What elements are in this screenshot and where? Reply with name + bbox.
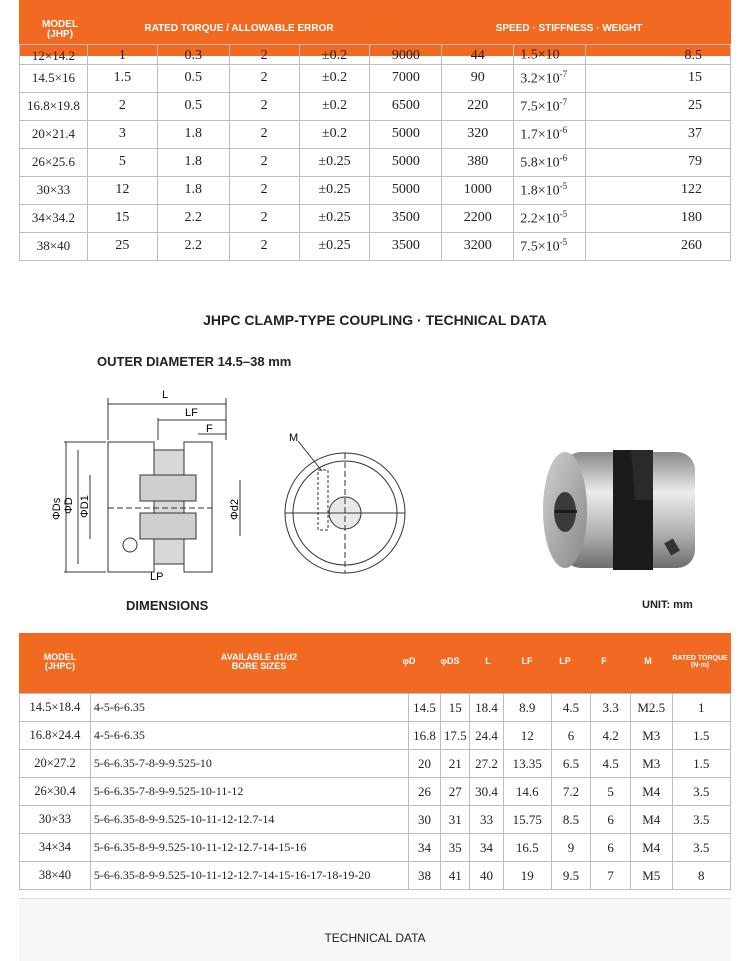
dim-LP: LP <box>150 571 164 580</box>
cell-DS: 21 <box>441 750 470 778</box>
cell-M: M3 <box>630 722 672 750</box>
dim-F: F <box>206 423 213 435</box>
cell-weight: 180 <box>586 204 731 232</box>
front-view-drawing <box>280 425 410 585</box>
table-row <box>20 750 731 778</box>
cell-c2: 0.5 <box>157 64 229 92</box>
bottom-header-F: F <box>601 656 607 666</box>
cell-stiffness <box>514 64 586 92</box>
cell-DS: 17.5 <box>441 722 470 750</box>
cell-c2: 0.5 <box>157 92 229 120</box>
cell-F: 4.5 <box>591 750 631 778</box>
stiffness-exponent: -6 <box>559 124 568 135</box>
cell-M: M5 <box>630 862 672 890</box>
footer-band <box>19 898 731 961</box>
cell-c5: 5000 <box>370 120 442 148</box>
section-title: JHPC CLAMP-TYPE COUPLING · TECHNICAL DATA <box>203 312 547 328</box>
cell-weight: 25 <box>586 92 731 120</box>
stiffness-base: 2.2×10 <box>520 211 560 227</box>
bottom-header-torque: RATED TORQUE (N·m) <box>672 655 728 669</box>
top-header-torque: RATED TORQUE / ALLOWABLE ERROR <box>144 23 334 34</box>
cell-c6: 3200 <box>442 232 514 260</box>
stiffness-base: 7.5×10 <box>520 239 560 255</box>
cell-LP: 9 <box>551 834 591 862</box>
cell-c5: 3500 <box>370 232 442 260</box>
bottom-header-LP: LP <box>559 656 571 666</box>
cell-F: 3.3 <box>591 694 631 722</box>
cell-D: 16.8 <box>408 722 440 750</box>
cell-D: 14.5 <box>408 694 440 722</box>
cell-model: 30×33 <box>20 176 88 204</box>
cell-LP: 4.5 <box>551 694 591 722</box>
cell-T: 1.5 <box>672 750 730 778</box>
cell-c6: 1000 <box>442 176 514 204</box>
stiffness-base: 7.5×10 <box>520 99 560 115</box>
cell-c1: 15 <box>87 204 157 232</box>
cell-c3: 2 <box>229 120 299 148</box>
cell-DS: 15 <box>441 694 470 722</box>
bottom-header-DS: φDS <box>440 656 460 666</box>
cell-c3: 2 <box>229 204 299 232</box>
cell-model: 20×21.4 <box>20 120 88 148</box>
cell-T: 8 <box>672 862 730 890</box>
cell-model: 38×40 <box>20 862 91 890</box>
table-row <box>20 862 731 890</box>
cell-weight: 79 <box>586 148 731 176</box>
table-row <box>20 834 731 862</box>
table-row <box>20 92 731 120</box>
cell-D: 30 <box>408 806 440 834</box>
table-row <box>20 148 731 176</box>
cell-c5: 3500 <box>370 204 442 232</box>
cell-weight: 8.5 <box>586 45 731 65</box>
cell-L: 24.4 <box>470 722 503 750</box>
cell-model: 26×25.6 <box>20 148 88 176</box>
cell-c2: 2.2 <box>157 204 229 232</box>
cell-c1: 2 <box>87 92 157 120</box>
cell-c4: ±0.25 <box>299 232 370 260</box>
footer-title: TECHNICAL DATA <box>324 931 426 945</box>
stiffness-exponent: -5 <box>559 180 568 191</box>
cell-M: M4 <box>630 806 672 834</box>
cell-model: 12×14.2 <box>20 45 88 65</box>
cell-M: M4 <box>630 834 672 862</box>
cell-c5: 5000 <box>370 176 442 204</box>
cell-L: 27.2 <box>470 750 503 778</box>
cell-weight: 15 <box>586 64 731 92</box>
cell-LF: 13.35 <box>503 750 551 778</box>
cell-c1: 1 <box>87 45 157 65</box>
bottom-table-header <box>19 633 731 693</box>
cell-model: 38×40 <box>20 232 88 260</box>
cell-stiffness <box>514 204 586 232</box>
stiffness-base: 3.2×10 <box>520 71 560 87</box>
cell-c5: 5000 <box>370 148 442 176</box>
cell-c2: 1.8 <box>157 148 229 176</box>
table-row <box>20 722 731 750</box>
bottom-header-M: M <box>644 656 652 666</box>
stiffness-exponent: -6 <box>559 152 568 163</box>
cell-bore: 5-6-6.35-8-9-9.525-10-11-12-12.7-14 <box>90 806 408 834</box>
cell-D: 34 <box>408 834 440 862</box>
stiffness-exponent: -7 <box>559 68 568 79</box>
table-row <box>20 120 731 148</box>
bottom-header-LF: LF <box>521 656 533 666</box>
cell-c3: 2 <box>229 176 299 204</box>
dim-L: L <box>162 389 169 401</box>
cell-L: 34 <box>470 834 503 862</box>
cell-c6: 44 <box>442 45 514 65</box>
top-header-speed: SPEED · STIFFNESS · WEIGHT <box>495 23 643 34</box>
cell-c2: 1.8 <box>157 176 229 204</box>
stiffness-base: 1.7×10 <box>520 127 560 143</box>
cell-L: 30.4 <box>470 778 503 806</box>
cell-bore: 5-6-6.35-8-9-9.525-10-11-12-12.7-14-15-16 <box>90 834 408 862</box>
cell-c3: 2 <box>229 92 299 120</box>
cell-LF: 15.75 <box>503 806 551 834</box>
cell-stiffness <box>514 92 586 120</box>
cell-c4: ±0.2 <box>299 120 370 148</box>
cell-c3: 2 <box>229 232 299 260</box>
cell-LP: 6 <box>551 722 591 750</box>
cell-DS: 27 <box>441 778 470 806</box>
cell-DS: 31 <box>441 806 470 834</box>
cell-c1: 5 <box>87 148 157 176</box>
bottom-header-model: MODEL (JHPC) <box>43 652 77 671</box>
dim-Ds: ΦDs <box>51 497 63 520</box>
cell-model: 16.8×19.8 <box>20 92 88 120</box>
table-row <box>20 694 731 722</box>
table-row <box>20 204 731 232</box>
cell-c2: 2.2 <box>157 232 229 260</box>
bottom-header-L: L <box>485 656 491 666</box>
cell-stiffness <box>514 120 586 148</box>
cell-DS: 35 <box>441 834 470 862</box>
cell-c1: 3 <box>87 120 157 148</box>
stiffness-exponent: -5 <box>559 236 568 247</box>
cell-c5: 7000 <box>370 64 442 92</box>
cell-model: 34×34 <box>20 834 91 862</box>
table-row <box>20 778 731 806</box>
cell-c1: 25 <box>87 232 157 260</box>
dim-D1: ΦD1 <box>79 495 91 518</box>
cell-LP: 7.2 <box>551 778 591 806</box>
cell-M: M4 <box>630 778 672 806</box>
cell-M: M3 <box>630 750 672 778</box>
cell-T: 1.5 <box>672 722 730 750</box>
stiffness-base: 5.8×10 <box>520 155 560 171</box>
cell-c2: 0.3 <box>157 45 229 65</box>
cell-LF: 12 <box>503 722 551 750</box>
cell-M: M2.5 <box>630 694 672 722</box>
stiffness-exponent: -7 <box>559 96 568 107</box>
cell-F: 6 <box>591 834 631 862</box>
cell-L: 40 <box>470 862 503 890</box>
cell-c4: ±0.25 <box>299 176 370 204</box>
cell-model: 30×33 <box>20 806 91 834</box>
cell-bore: 4-5-6-6.35 <box>90 694 408 722</box>
stiffness-exponent: -5 <box>559 208 568 219</box>
cell-F: 4.2 <box>591 722 631 750</box>
cell-c4: ±0.25 <box>299 148 370 176</box>
cell-F: 5 <box>591 778 631 806</box>
cell-weight: 122 <box>586 176 731 204</box>
table-row <box>20 806 731 834</box>
cell-F: 6 <box>591 806 631 834</box>
cell-c6: 320 <box>442 120 514 148</box>
cell-c6: 220 <box>442 92 514 120</box>
cell-c5: 6500 <box>370 92 442 120</box>
cell-c5: 9000 <box>370 45 442 65</box>
cell-T: 1 <box>672 694 730 722</box>
cell-c4: ±0.2 <box>299 64 370 92</box>
cell-c3: 2 <box>229 148 299 176</box>
cell-D: 26 <box>408 778 440 806</box>
dimensions-label: DIMENSIONS <box>126 598 209 613</box>
bottom-header-D: φD <box>402 656 416 666</box>
top-header-model: MODEL (JHP) <box>41 19 79 40</box>
bottom-data-table <box>19 693 731 890</box>
cell-c6: 2200 <box>442 204 514 232</box>
cell-LF: 8.9 <box>503 694 551 722</box>
unit-label: UNIT: mm <box>642 599 693 611</box>
cell-c4: ±0.2 <box>299 45 370 65</box>
cell-weight: 37 <box>586 120 731 148</box>
cell-c3: 2 <box>229 64 299 92</box>
cell-L: 33 <box>470 806 503 834</box>
cell-stiffness <box>514 232 586 260</box>
dim-M: M <box>289 432 299 444</box>
cell-F: 7 <box>591 862 631 890</box>
outer-diameter-label: OUTER DIAMETER 14.5–38 mm <box>97 354 292 369</box>
cell-LP: 9.5 <box>551 862 591 890</box>
table-row <box>20 176 731 204</box>
cell-model: 20×27.2 <box>20 750 91 778</box>
cell-L: 18.4 <box>470 694 503 722</box>
cell-D: 38 <box>408 862 440 890</box>
stiffness-base: 1.5×10 <box>520 47 560 63</box>
dim-d2: Φd2 <box>229 498 241 520</box>
cell-LF: 16.5 <box>503 834 551 862</box>
cell-c6: 380 <box>442 148 514 176</box>
stiffness-base: 1.8×10 <box>520 183 560 199</box>
cell-stiffness <box>514 176 586 204</box>
cell-stiffness <box>514 45 586 65</box>
cell-T: 3.5 <box>672 778 730 806</box>
cell-bore: 5-6-6.35-8-9-9.525-10-11-12-12.7-14-15-16-17-18-19-20 <box>90 862 408 890</box>
coupling-product-image <box>535 440 715 580</box>
cell-bore: 5-6-6.35-7-8-9-9.525-10-11-12 <box>90 778 408 806</box>
cell-model: 34×34.2 <box>20 204 88 232</box>
cell-c6: 90 <box>442 64 514 92</box>
cell-c2: 1.8 <box>157 120 229 148</box>
side-view-drawing <box>40 380 260 580</box>
cell-bore: 4-5-6-6.35 <box>90 722 408 750</box>
cell-LP: 6.5 <box>551 750 591 778</box>
top-data-table <box>19 44 731 261</box>
dim-LF: LF <box>185 407 198 419</box>
cell-T: 3.5 <box>672 806 730 834</box>
cell-stiffness <box>514 148 586 176</box>
table-row <box>20 45 731 65</box>
cell-D: 20 <box>408 750 440 778</box>
cell-bore: 5-6-6.35-7-8-9-9.525-10 <box>90 750 408 778</box>
cell-DS: 41 <box>441 862 470 890</box>
cell-model: 14.5×16 <box>20 64 88 92</box>
cell-LF: 19 <box>503 862 551 890</box>
bottom-header-bore: AVAILABLE d1/d2 BORE SIZES <box>220 652 298 671</box>
cell-c4: ±0.2 <box>299 92 370 120</box>
cell-model: 14.5×18.4 <box>20 694 91 722</box>
cell-model: 16.8×24.4 <box>20 722 91 750</box>
dim-D: ΦD <box>63 497 75 514</box>
cell-c1: 1.5 <box>87 64 157 92</box>
cell-model: 26×30.4 <box>20 778 91 806</box>
cell-c4: ±0.25 <box>299 204 370 232</box>
cell-T: 3.5 <box>672 834 730 862</box>
cell-c1: 12 <box>87 176 157 204</box>
table-row <box>20 64 731 92</box>
cell-weight: 260 <box>586 232 731 260</box>
cell-LP: 8.5 <box>551 806 591 834</box>
cell-c3: 2 <box>229 45 299 65</box>
cell-LF: 14.6 <box>503 778 551 806</box>
table-row <box>20 232 731 260</box>
